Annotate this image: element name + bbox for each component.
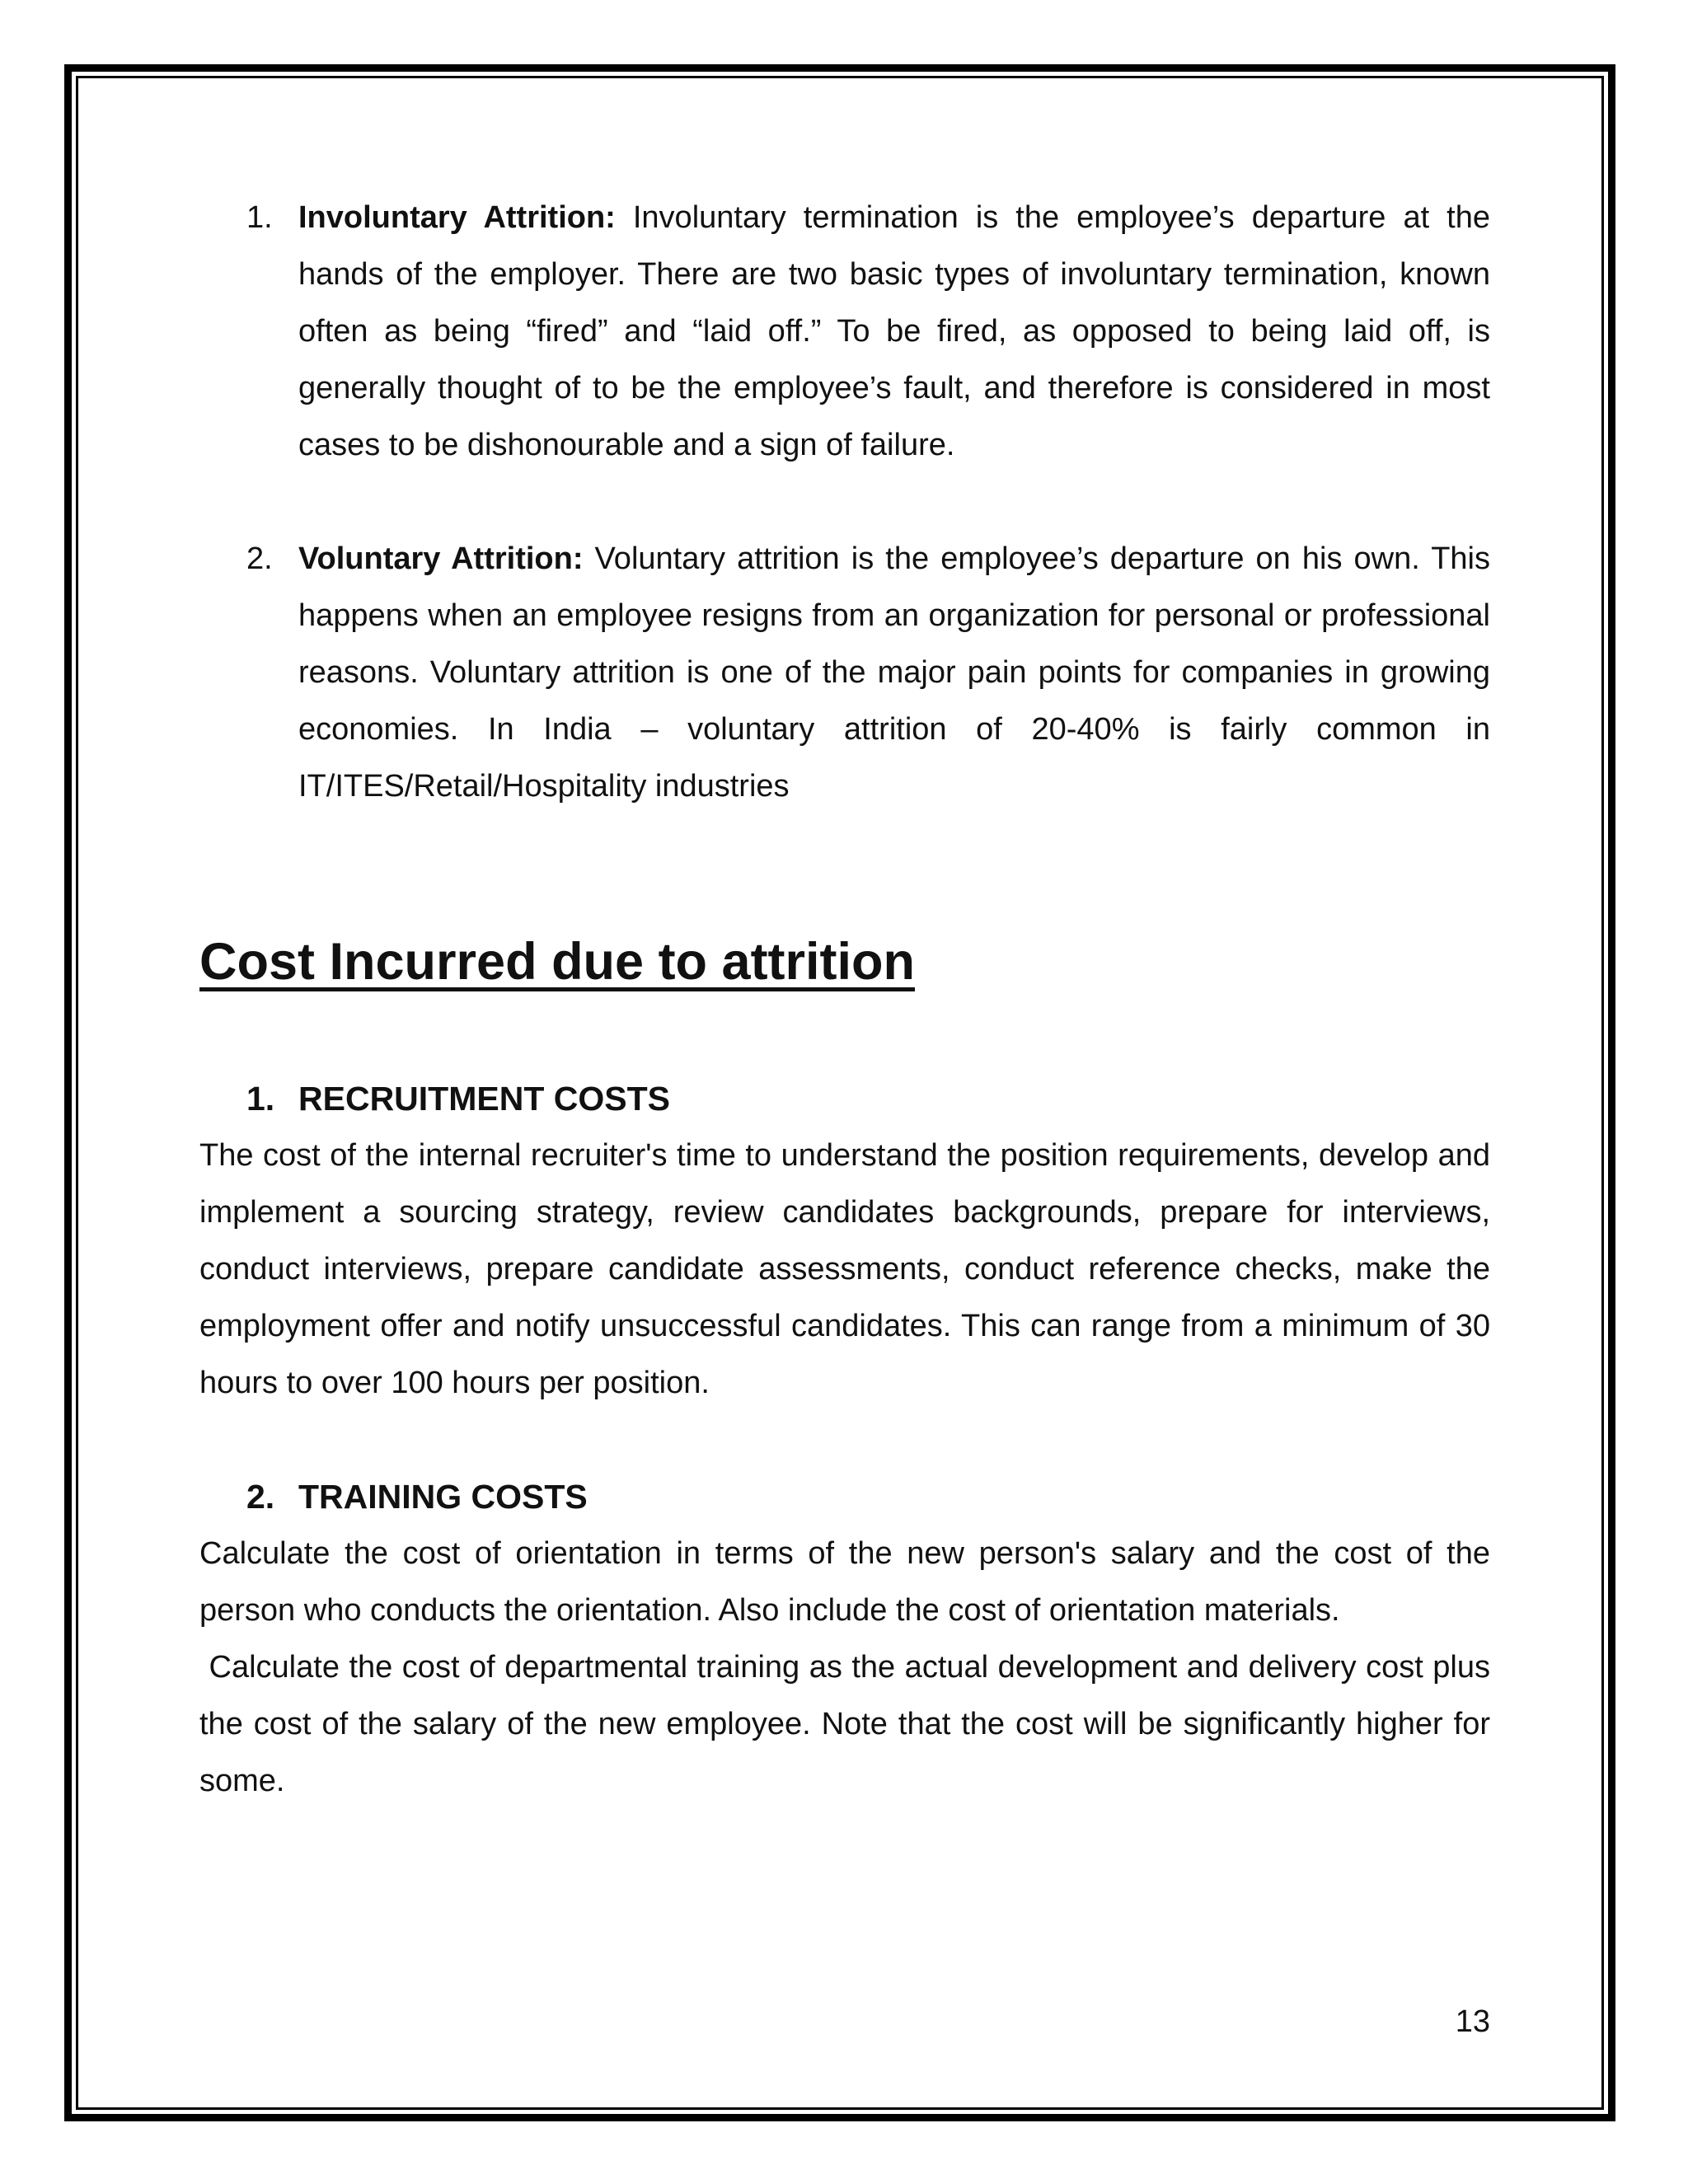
subheading-training-costs (199, 1469, 1490, 1526)
list-number: 2. (246, 541, 273, 576)
subheading-title: TRAINING COSTS (298, 1478, 588, 1516)
subheading-recruitment-costs (199, 1071, 1490, 1127)
definition-involuntary-attrition: Involuntary termination is the employee’s departure at the hands of the employer. There are two basic types of involuntary termination, known often as being “fired” and “laid off.” To be fired, as opposed to being laid off, is generally thought of to be the employee’s fault, and therefore is considered in most cases to be dishonourable and a sign of failure. (298, 200, 1490, 462)
page-content (199, 190, 1499, 1810)
list-item-voluntary-attrition (199, 531, 1490, 815)
section-heading: Cost Incurred due to attrition (199, 933, 916, 991)
paragraph-recruitment-costs: The cost of the internal recruiter's time to understand the position requirements, develop and implement a sourcing strategy, review candidates backgrounds, prepare for interviews, conduct interviews, prepare candidate assessments, conduct reference checks, make the employment offer and notify unsuccessful candidates. This can range from a minimum of 30 hours to over 100 hours per position. (199, 1138, 1490, 1400)
page-number: 13 (1455, 2004, 1490, 2039)
paragraph-training-orientation: Calculate the cost of orientation in terms of the new person's salary and the cost of the person who conducts the orientation. Also include the cost of orientation materials. (199, 1536, 1490, 1628)
list-item-involuntary-attrition (199, 190, 1490, 474)
subheading-number: 1. (246, 1080, 275, 1118)
subheading-number: 2. (246, 1478, 275, 1516)
subheading-title: RECRUITMENT COSTS (298, 1080, 670, 1118)
term-voluntary-attrition: Voluntary Attrition: (298, 541, 584, 576)
definition-voluntary-attrition: Voluntary attrition is the employee’s departure on his own. This happens when an employee resigns from an organization for personal or professional reasons. Voluntary attrition is one of the major pain points for companies in growing economies. In India – voluntary attrition of 20-40% is fairly common in IT/ITES/Retail/Hospitality industries (298, 541, 1490, 804)
paragraph-training-departmental: Calculate the cost of departmental training as the actual development and delivery cost plus the cost of the salary of the new employee. Note that the cost will be significantly higher for some. (199, 1650, 1499, 1798)
list-number: 1. (246, 200, 273, 235)
term-involuntary-attrition: Involuntary Attrition: (298, 200, 616, 235)
